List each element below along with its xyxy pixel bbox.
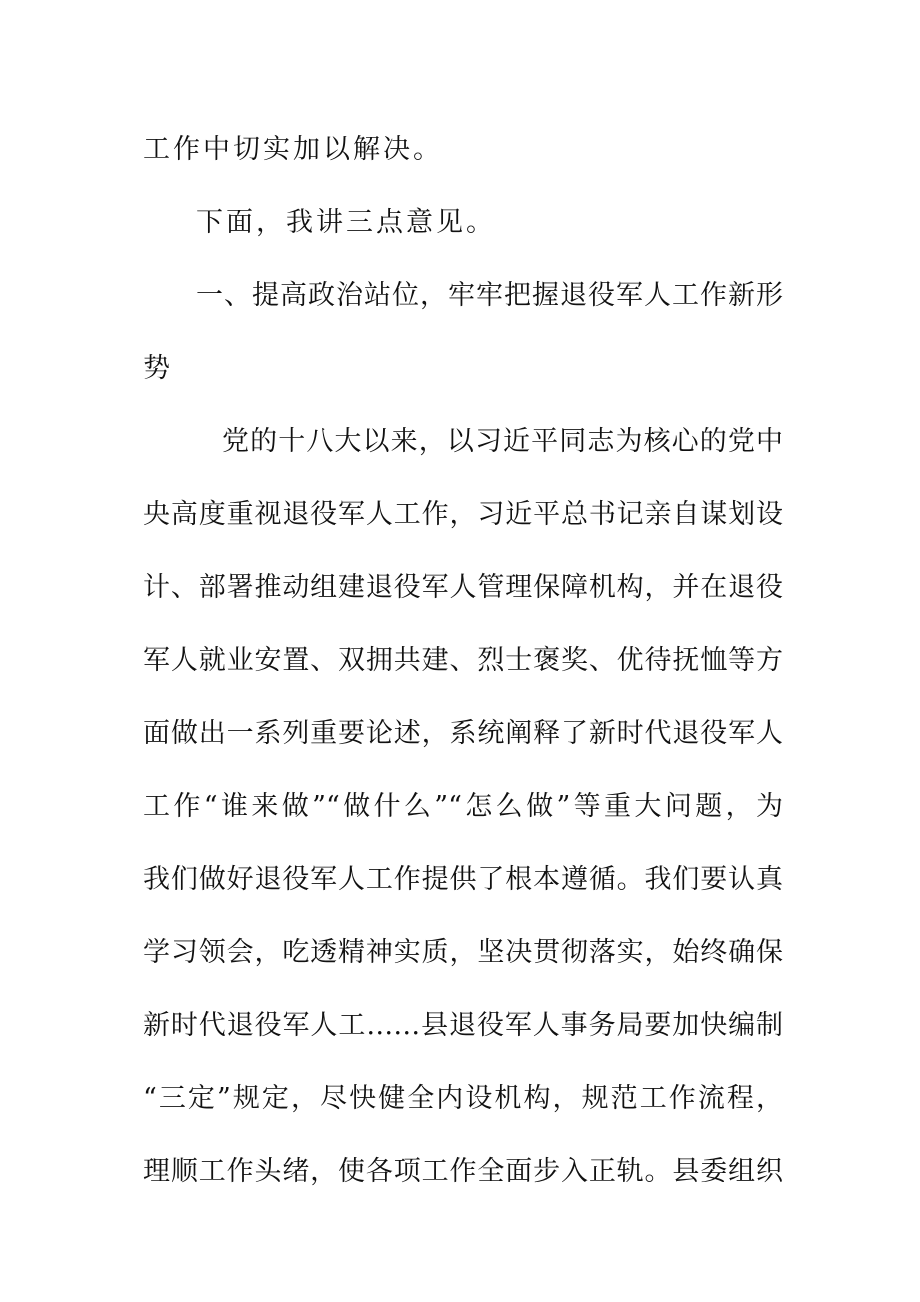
paragraph-line: 计、部署推动组建退役军人管理保障机构，并在退役 bbox=[143, 572, 783, 603]
paragraph-line: 学习领会，吃透精神实质，坚决贯彻落实，始终确保 bbox=[143, 937, 783, 968]
paragraph-line: 央高度重视退役军人工作，习近平总书记亲自谋划设 bbox=[143, 499, 783, 530]
section-heading-line: 一、提高政治站位，牢牢把握退役军人工作新形 bbox=[196, 280, 783, 311]
paragraph-line: 下面，我讲三点意见。 bbox=[196, 207, 496, 238]
section-heading-line: 势 bbox=[143, 353, 173, 384]
paragraph-line: 党的十八大以来，以习近平同志为核心的党中 bbox=[222, 426, 783, 457]
paragraph-line: 工作中切实加以解决。 bbox=[143, 134, 443, 165]
paragraph-line: 军人就业安置、双拥共建、烈士褒奖、优待抚恤等方 bbox=[143, 645, 783, 676]
paragraph-line: 理顺工作头绪，使各项工作全面步入正轨。县委组织 bbox=[143, 1156, 783, 1187]
paragraph-line: 我们做好退役军人工作提供了根本遵循。我们要认真 bbox=[143, 864, 783, 895]
paragraph-line: 新时代退役军人工……县退役军人事务局要加快编制 bbox=[143, 1010, 783, 1041]
paragraph-line: 面做出一系列重要论述，系统阐释了新时代退役军人 bbox=[143, 718, 783, 749]
paragraph-line: “三定”规定，尽快健全内设机构，规范工作流程， bbox=[143, 1083, 783, 1114]
paragraph-line: 工作“谁来做”“做什么”“怎么做”等重大问题，为 bbox=[143, 791, 783, 822]
